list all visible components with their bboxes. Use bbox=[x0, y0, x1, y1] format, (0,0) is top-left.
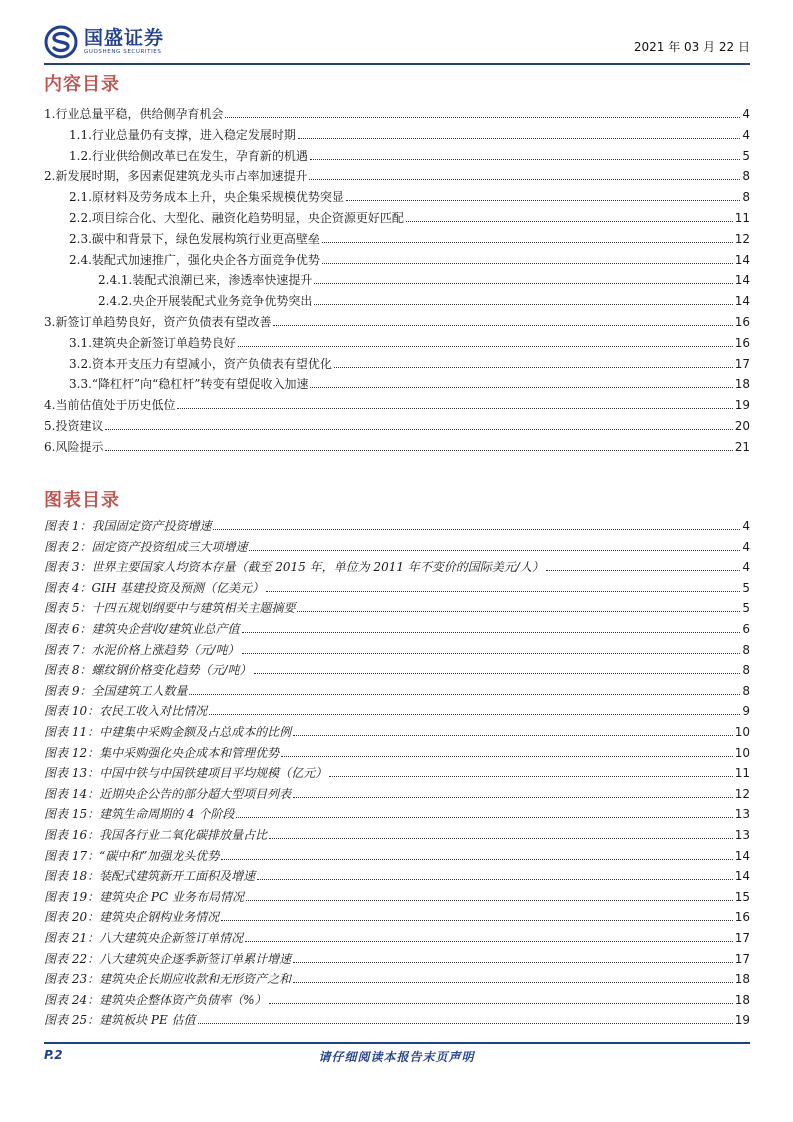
toc-entry[interactable] bbox=[44, 144, 750, 164]
figure-entry-page-number: 16 bbox=[734, 910, 750, 925]
toc-entry-title: 2.新发展时期，多因素促建筑龙头市占率加速提升 bbox=[44, 169, 308, 184]
figure-entry[interactable] bbox=[44, 576, 750, 596]
toc-entry[interactable] bbox=[44, 372, 750, 392]
footer-divider bbox=[44, 1042, 750, 1044]
figure-entry-title: 图表 6：建筑央企营收/建筑业总产值 bbox=[44, 622, 240, 636]
figure-entry-title: 图表 23：建筑央企长期应收款和无形资产之和 bbox=[44, 972, 292, 987]
guosheng-logo-icon bbox=[44, 25, 78, 59]
page-number: P.2 bbox=[44, 1048, 63, 1062]
toc-entry-title: 4.当前估值处于历史低位 bbox=[44, 398, 176, 413]
toc-entry-page-number: 20 bbox=[734, 419, 750, 433]
figure-entry-page-number: 14 bbox=[734, 848, 750, 863]
figure-entry-page-number: 9 bbox=[742, 704, 750, 719]
toc-entry[interactable] bbox=[44, 227, 750, 247]
dot-leader bbox=[334, 367, 733, 368]
dot-leader bbox=[238, 346, 733, 347]
dot-leader bbox=[273, 325, 732, 326]
toc-entry-title: 3.1.建筑央企新签订单趋势良好 bbox=[69, 335, 236, 350]
dot-leader bbox=[221, 920, 733, 921]
figure-entry[interactable] bbox=[44, 905, 750, 925]
toc-entry[interactable] bbox=[44, 289, 750, 309]
dot-leader bbox=[242, 632, 741, 633]
dot-leader bbox=[322, 263, 733, 264]
toc-entry-page-number: 18 bbox=[734, 377, 750, 392]
toc-entry[interactable] bbox=[44, 164, 750, 184]
dot-leader bbox=[310, 159, 740, 160]
toc-entry-title: 2.4.2.央企开展装配式业务竞争优势突出 bbox=[98, 294, 313, 309]
figure-entry-page-number: 5 bbox=[742, 601, 750, 616]
dot-leader bbox=[293, 735, 733, 736]
figure-entry-title: 图表 14：近期央企公告的部分超大型项目列表 bbox=[44, 786, 292, 801]
figure-entry-title: 图表 25：建筑板块 PE 估值 bbox=[44, 1013, 196, 1028]
toc-entry-title: 1.1.行业总量仍有支撑，进入稳定发展时期 bbox=[69, 127, 296, 142]
dot-leader bbox=[242, 653, 741, 654]
dot-leader bbox=[105, 429, 732, 430]
figures-title: 图表目录 bbox=[44, 490, 120, 511]
dot-leader bbox=[266, 591, 740, 592]
dot-leader bbox=[310, 387, 732, 388]
figure-entry-page-number: 4 bbox=[742, 560, 750, 575]
figure-entry[interactable] bbox=[44, 699, 750, 719]
dot-leader bbox=[322, 242, 733, 243]
figure-entry-page-number: 13 bbox=[734, 807, 750, 822]
dot-leader bbox=[329, 776, 733, 777]
figure-entry[interactable] bbox=[44, 864, 750, 884]
figure-entry[interactable] bbox=[44, 638, 750, 658]
figure-entry[interactable] bbox=[44, 617, 750, 637]
figure-entry[interactable] bbox=[44, 596, 750, 616]
toc-entry-title: 3.3.“降杠杆”向“稳杠杆”转变有望促收入加速 bbox=[69, 377, 309, 392]
dot-leader bbox=[213, 529, 740, 530]
dot-leader bbox=[236, 817, 732, 818]
figure-entry-title: 图表 2：固定资产投资组成三大项增速 bbox=[44, 539, 248, 554]
toc-entry[interactable] bbox=[44, 435, 750, 455]
toc-entry[interactable] bbox=[44, 331, 750, 351]
figure-entry-page-number: 18 bbox=[734, 972, 750, 987]
dot-leader bbox=[297, 611, 740, 612]
figure-entry[interactable] bbox=[44, 720, 750, 740]
toc-entry[interactable] bbox=[44, 248, 750, 268]
contents-title: 内容目录 bbox=[44, 74, 120, 95]
logo-english-name: GUOSHENG SECURITIES bbox=[84, 49, 162, 55]
logo-chinese-name: 国盛证券 bbox=[84, 27, 165, 49]
toc-entry-title: 3.2.资本开支压力有望减小，资产负债表有望优化 bbox=[69, 356, 332, 371]
toc-entry-page-number: 14 bbox=[734, 252, 750, 267]
toc-entry-page-number: 8 bbox=[742, 169, 750, 184]
figure-entry-page-number: 5 bbox=[742, 580, 750, 595]
dot-leader bbox=[298, 138, 740, 139]
figure-entry[interactable] bbox=[44, 555, 750, 575]
toc-entry[interactable] bbox=[44, 123, 750, 143]
dot-leader bbox=[281, 756, 733, 757]
dot-leader bbox=[269, 838, 733, 839]
figure-entry-page-number: 12 bbox=[734, 786, 750, 801]
figure-entry-page-number: 19 bbox=[734, 1013, 750, 1028]
dot-leader bbox=[293, 797, 733, 798]
dot-leader bbox=[309, 179, 740, 180]
toc-entry-page-number: 4 bbox=[742, 127, 750, 142]
toc-entry-title: 3.新签订单趋势良好，资产负债表有望改善 bbox=[44, 315, 272, 329]
figure-entry-title: 图表 17：“碳中和”加强龙头优势 bbox=[44, 848, 220, 863]
figure-entry-title: 图表 3：世界主要国家人均资本存量（截至 2015 年，单位为 2011 年不变价的国际美元/人） bbox=[44, 560, 544, 575]
figure-entry[interactable] bbox=[44, 885, 750, 905]
dot-leader bbox=[245, 941, 733, 942]
figure-entry[interactable] bbox=[44, 802, 750, 822]
toc-entry-title: 6.风险提示 bbox=[44, 439, 104, 454]
figure-entry-page-number: 11 bbox=[734, 766, 750, 781]
figure-entry-page-number: 8 bbox=[742, 642, 750, 657]
figure-entry-title: 图表 8：螺纹钢价格变化趋势（元/吨） bbox=[44, 663, 252, 678]
toc-entry-title: 2.2.项目综合化、大型化、融资化趋势明显，央企资源更好匹配 bbox=[69, 211, 404, 225]
toc-entry[interactable] bbox=[44, 352, 750, 372]
figure-entry[interactable] bbox=[44, 761, 750, 781]
figure-entry-page-number: 18 bbox=[734, 992, 750, 1007]
toc-entry-page-number: 17 bbox=[734, 356, 750, 371]
dot-leader bbox=[254, 673, 741, 674]
dot-leader bbox=[221, 859, 732, 860]
toc-entry-title: 5.投资建议 bbox=[44, 419, 104, 433]
dot-leader bbox=[269, 1003, 733, 1004]
toc-entry-title: 2.1.原材料及劳务成本上升，央企集采规模优势突显 bbox=[69, 190, 344, 205]
toc-entry-page-number: 16 bbox=[734, 335, 750, 350]
toc-entry-title: 1.行业总量平稳，供给侧孕育机会 bbox=[44, 107, 224, 121]
dot-leader bbox=[189, 694, 740, 695]
dot-leader bbox=[246, 900, 733, 901]
figure-entry-title: 图表 9：全国建筑工人数量 bbox=[44, 683, 188, 698]
toc-entry[interactable] bbox=[44, 268, 750, 288]
toc-entry[interactable] bbox=[44, 310, 750, 330]
company-logo bbox=[44, 22, 164, 62]
figure-entry-page-number: 17 bbox=[734, 951, 750, 966]
figure-entry-title: 图表 5：十四五规划纲要中与建筑相关主题摘要 bbox=[44, 601, 296, 616]
figure-entry[interactable] bbox=[44, 926, 750, 946]
figure-entry[interactable] bbox=[44, 988, 750, 1008]
figure-entry-title: 图表 10：农民工收入对比情况 bbox=[44, 704, 208, 719]
dot-leader bbox=[546, 570, 741, 571]
figure-entry-title: 图表 4：GIH 基建投资及预测（亿美元） bbox=[44, 580, 265, 595]
figure-entry[interactable] bbox=[44, 823, 750, 843]
figure-entry-title: 图表 21：八大建筑央企新签订单情况 bbox=[44, 931, 244, 945]
figure-entry[interactable] bbox=[44, 535, 750, 555]
figure-entry[interactable] bbox=[44, 947, 750, 967]
report-date: 2021 年 03 月 22 日 bbox=[633, 40, 750, 54]
figure-entry-title: 图表 15：建筑生命周期的 4 个阶段 bbox=[44, 807, 235, 822]
figure-entry[interactable] bbox=[44, 1008, 750, 1028]
figure-entry-title: 图表 18：装配式建筑新开工面积及增速 bbox=[44, 869, 256, 884]
dot-leader bbox=[177, 408, 732, 409]
figure-entry-title: 图表 12：集中采购强化央企成本和管理优势 bbox=[44, 745, 280, 760]
dot-leader bbox=[257, 879, 733, 880]
toc-entry-title: 2.4.1.装配式浪潮已来，渗透率快速提升 bbox=[98, 273, 313, 288]
toc-entry[interactable] bbox=[44, 414, 750, 434]
toc-entry-page-number: 4 bbox=[742, 107, 750, 121]
dot-leader bbox=[105, 450, 732, 451]
figure-entry-page-number: 10 bbox=[734, 745, 750, 760]
dot-leader bbox=[293, 962, 733, 963]
figure-entry-page-number: 4 bbox=[742, 539, 750, 554]
figure-entry[interactable] bbox=[44, 658, 750, 678]
toc-entry[interactable] bbox=[44, 393, 750, 413]
toc-entry-title: 2.3.碳中和背景下，绿色发展构筑行业更高壁垒 bbox=[69, 231, 320, 246]
figure-entry[interactable] bbox=[44, 741, 750, 761]
toc-entry[interactable] bbox=[44, 206, 750, 226]
toc-entry-page-number: 19 bbox=[734, 398, 750, 413]
figure-entry-page-number: 4 bbox=[742, 519, 750, 533]
figure-entry-title: 图表 16：我国各行业二氧化碳排放量占比 bbox=[44, 828, 268, 842]
dot-leader bbox=[346, 200, 740, 201]
toc-entry-page-number: 21 bbox=[734, 439, 750, 454]
dot-leader bbox=[225, 117, 740, 118]
footer-disclaimer: 请仔细阅读本报告末页声明 bbox=[318, 1050, 475, 1064]
figure-entry-page-number: 6 bbox=[742, 622, 750, 636]
figure-entry-title: 图表 24：建筑央企整体资产负债率（%） bbox=[44, 992, 267, 1007]
page-header bbox=[44, 22, 750, 62]
dot-leader bbox=[249, 550, 740, 551]
toc-entry-page-number: 5 bbox=[742, 148, 750, 163]
dot-leader bbox=[406, 221, 733, 222]
figure-entry-page-number: 8 bbox=[742, 663, 750, 678]
figure-entry-title: 图表 19：建筑央企 PC 业务布局情况 bbox=[44, 889, 244, 904]
toc-entry-title: 2.4.装配式加速推广，强化央企各方面竞争优势 bbox=[69, 252, 320, 267]
dot-leader bbox=[198, 1023, 733, 1024]
figure-entry[interactable] bbox=[44, 514, 750, 534]
toc-entry-page-number: 11 bbox=[734, 211, 750, 225]
dot-leader bbox=[314, 304, 732, 305]
figure-entry-title: 图表 7：水泥价格上涨趋势（元/吨） bbox=[44, 642, 240, 657]
toc-entry-page-number: 14 bbox=[734, 294, 750, 309]
toc-entry-page-number: 16 bbox=[734, 315, 750, 329]
figure-entry[interactable] bbox=[44, 782, 750, 802]
figure-entry-title: 图表 20：建筑央企钢构业务情况 bbox=[44, 910, 220, 925]
figure-entry-page-number: 8 bbox=[742, 683, 750, 698]
header-divider bbox=[44, 63, 750, 65]
figure-entry-title: 图表 13：中国中铁与中国铁建项目平均规模（亿元） bbox=[44, 766, 328, 781]
toc-entry-title: 1.2.行业供给侧改革已在发生，孕育新的机遇 bbox=[69, 148, 308, 163]
dot-leader bbox=[209, 714, 740, 715]
figure-entry-page-number: 15 bbox=[734, 889, 750, 904]
toc-entry-page-number: 14 bbox=[734, 273, 750, 288]
figure-entry-title: 图表 1：我国固定资产投资增速 bbox=[44, 519, 212, 533]
dot-leader bbox=[293, 982, 733, 983]
dot-leader bbox=[314, 283, 732, 284]
figure-entry[interactable] bbox=[44, 679, 750, 699]
figure-entry-page-number: 10 bbox=[734, 725, 750, 739]
figure-entry[interactable] bbox=[44, 844, 750, 864]
figure-entry-title: 图表 11：中建集中采购金额及占总成本的比例 bbox=[44, 725, 292, 739]
toc-entry[interactable] bbox=[44, 102, 750, 122]
toc-entry-page-number: 8 bbox=[742, 190, 750, 205]
figure-entry-title: 图表 22：八大建筑央企逐季新签订单累计增速 bbox=[44, 951, 292, 966]
figure-entry-page-number: 14 bbox=[734, 869, 750, 884]
figure-entry-page-number: 17 bbox=[734, 931, 750, 945]
figure-entry-page-number: 13 bbox=[734, 828, 750, 842]
toc-entry-page-number: 12 bbox=[734, 231, 750, 246]
toc-entry[interactable] bbox=[44, 185, 750, 205]
figure-entry[interactable] bbox=[44, 967, 750, 987]
